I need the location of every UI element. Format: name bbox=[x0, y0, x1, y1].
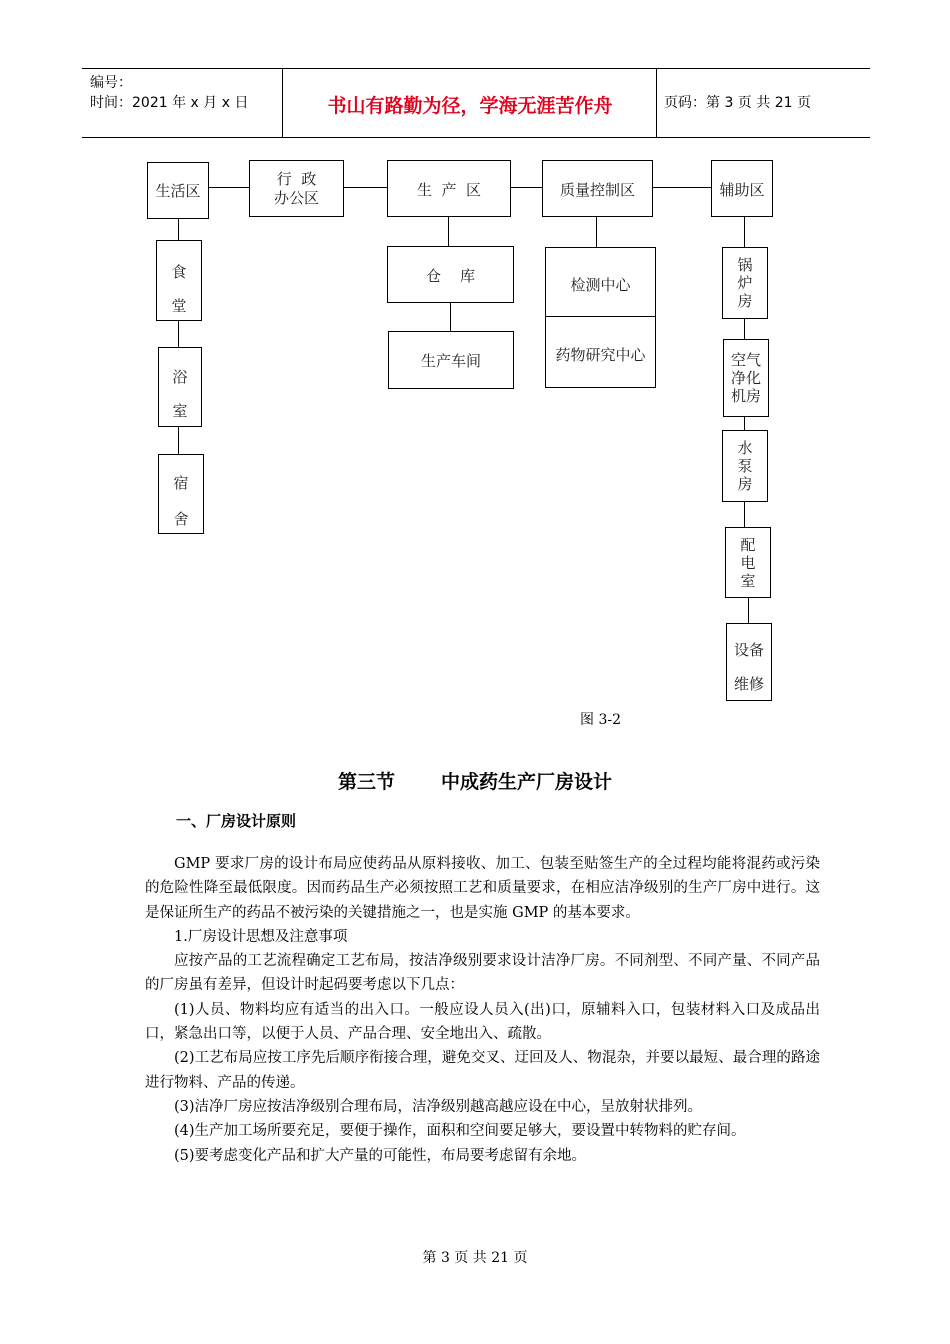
paragraph: (3)洁净厂房应按洁净级别合理布局，洁净级别越高越应设在中心，呈放射状排列。 bbox=[174, 1098, 703, 1115]
section-number: 第三节 bbox=[337, 771, 395, 793]
paragraph: GMP 要求厂房的设计布局应使药品从原料接收、加工、包装至贴签生产的全过程均能将混药或污染的危险性降至最低限度。因而药品生产必须按照工艺和质量要求，在相应洁净级别的生产厂房中进行。这是保证所生产的药品不被污染的关键措施之一，也是实施 GMP 的基本要求。 bbox=[145, 856, 820, 921]
header-motto: 书山有路勤为径，学海无涯苦作舟 bbox=[327, 95, 613, 117]
aux-maintenance-label: 设备 维修 bbox=[733, 641, 764, 693]
living-bathroom-label: 浴 室 bbox=[172, 368, 188, 420]
connector-line bbox=[178, 320, 179, 348]
paragraph: 1.厂房设计思想及注意事项 bbox=[174, 928, 348, 945]
living-canteen bbox=[156, 240, 202, 321]
zone-admin bbox=[249, 160, 344, 217]
zone-auxiliary-label: 辅助区 bbox=[719, 181, 765, 199]
aux-boiler-label: 锅 炉 房 bbox=[737, 256, 753, 310]
connector-line bbox=[208, 187, 250, 188]
quality-research-label: 药物研究中心 bbox=[555, 346, 646, 364]
connector-line bbox=[596, 216, 597, 248]
paragraph: 应按产品的工艺流程确定工艺布局，按洁净级别要求设计洁净厂房。不同剂型、不同产量、不同产品的厂房虽有差异，但设计时起码要考虑以下几点： bbox=[145, 953, 820, 994]
paragraph: (2)工艺布局应按工序先后顺序衔接合理，避免交叉、迂回及人、物混杂，并要以最短、最合理的路途进行物料、产品的传递。 bbox=[145, 1050, 820, 1091]
aux-power bbox=[725, 527, 771, 598]
figure-caption: 图 3-2 bbox=[580, 712, 621, 728]
aux-air-purification-label: 空气 净化 机房 bbox=[730, 351, 761, 405]
connector-line bbox=[178, 218, 179, 241]
doc-code-label: 编号： bbox=[90, 75, 132, 91]
zone-auxiliary bbox=[711, 160, 773, 217]
connector-line bbox=[744, 501, 745, 528]
connector-line bbox=[748, 597, 749, 624]
connector-line bbox=[448, 216, 449, 247]
connector-line bbox=[744, 216, 745, 248]
connector-line bbox=[178, 426, 179, 455]
aux-boiler bbox=[722, 247, 768, 319]
connector-line bbox=[744, 318, 745, 340]
paragraph: (5)要考虑变化产品和扩大产量的可能性，布局要考虑留有余地。 bbox=[174, 1147, 587, 1164]
paragraph: (1)人员、物料均应有适当的出入口。一般应设人员入(出)口，原辅料入口，包装材料入口及成品出口，紧急出口等，以便于人员、产品合理、安全地出入、疏散。 bbox=[145, 1001, 820, 1043]
production-warehouse-label: 仓 库 bbox=[425, 267, 476, 285]
zone-quality bbox=[542, 160, 653, 217]
paragraph: (4)生产加工场所要充足，要便于操作，面积和空间要足够大，要设置中转物料的贮存间。 bbox=[174, 1123, 746, 1140]
connector-line bbox=[510, 187, 543, 188]
connector-line bbox=[652, 187, 712, 188]
zone-production-label: 生 产 区 bbox=[416, 181, 482, 199]
aux-maintenance bbox=[726, 623, 772, 701]
production-workshop-label: 生产车间 bbox=[420, 352, 481, 370]
connector-line bbox=[744, 416, 745, 431]
living-dormitory-label: 宿 舍 bbox=[173, 474, 189, 528]
aux-air-purification bbox=[723, 339, 769, 417]
doc-time-label: 时间：2021 年 x 月 x 日 bbox=[90, 95, 249, 111]
header-page-info: 页码：第 3 页 共 21 页 bbox=[664, 95, 811, 111]
section-name: 中成药生产厂房设计 bbox=[441, 771, 613, 793]
aux-power-label: 配 电 室 bbox=[740, 536, 756, 590]
living-bathroom bbox=[158, 347, 202, 427]
production-warehouse bbox=[387, 246, 514, 303]
aux-pump-label: 水 泵 房 bbox=[737, 439, 753, 493]
aux-pump bbox=[722, 430, 768, 502]
zone-living bbox=[147, 162, 209, 219]
page-footer: 第 3 页 共 21 页 bbox=[422, 1250, 528, 1266]
zone-quality-label: 质量控制区 bbox=[559, 181, 635, 199]
living-canteen-label: 食 堂 bbox=[171, 263, 187, 315]
zone-admin-label: 行 政 办公区 bbox=[273, 170, 319, 207]
production-workshop bbox=[388, 331, 514, 389]
section-title bbox=[0, 767, 950, 794]
quality-divider bbox=[546, 316, 655, 317]
connector-line bbox=[343, 187, 388, 188]
subsection-title: 一、厂房设计原则 bbox=[176, 812, 297, 830]
zone-living-label: 生活区 bbox=[155, 182, 201, 200]
body-text bbox=[145, 852, 820, 1168]
living-dormitory bbox=[158, 454, 204, 534]
quality-block bbox=[545, 247, 656, 388]
quality-testing-label: 检测中心 bbox=[570, 276, 631, 294]
zone-production bbox=[387, 160, 511, 217]
connector-line bbox=[450, 302, 451, 332]
